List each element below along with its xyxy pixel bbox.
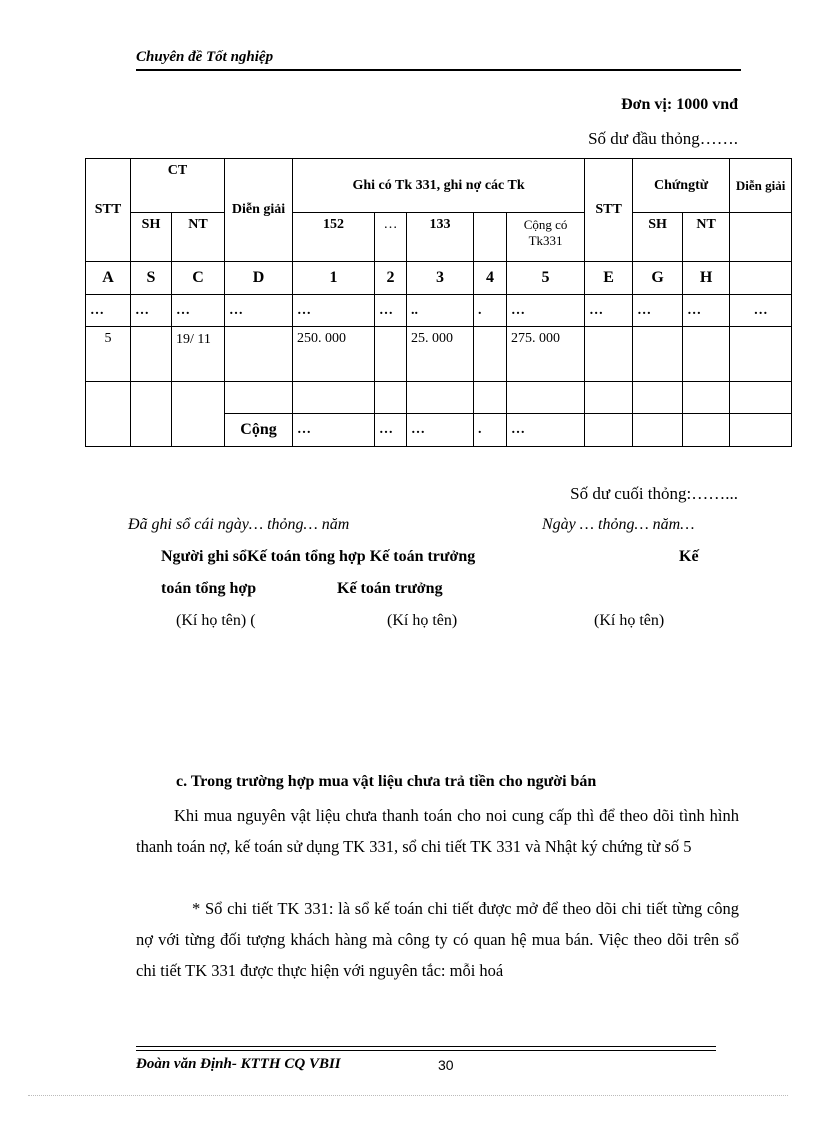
blank-row [86,382,792,414]
dots-cell: … [633,295,683,327]
roles-line-1-right: Kế [679,548,699,565]
col-cong-co: Cộng có Tk331 [507,213,585,262]
total-c5: … [507,414,585,447]
letter-cell: D [225,262,293,295]
col-ghi-co: Ghi có Tk 331, ghi nợ các Tk [293,159,585,213]
roles-line-1: Người ghi sổKế toán tổng hợp Kế toán trưởng [161,548,476,565]
dots-cell: … [131,295,172,327]
opening-balance: Số dư đầu thỏng……. [588,129,738,148]
letter-cell: G [633,262,683,295]
total-c2: … [375,414,407,447]
sign-hint-2: (Kí họ tên) [387,612,458,629]
col-blank2 [730,213,792,262]
dots-row [86,295,792,327]
ledger-table [85,158,792,447]
sign-hint-3: (Kí họ tên) [594,612,665,629]
dots-cell: … [172,295,225,327]
footer-author: Đoàn văn Định- KTTH CQ VBII [136,1056,341,1072]
roles-line-2b: Kế toán trưởng [337,580,443,597]
unit-label: Đơn vị: 1000 vnđ [621,96,738,113]
col-133: 133 [407,213,474,262]
dots-cell: .. [407,295,474,327]
dots-cell: … [86,295,131,327]
roles-line-2a: toán tổng hợp [161,580,257,597]
col-blank [474,213,507,262]
header-rule [136,69,741,71]
col-152: 152 [293,213,375,262]
total-c1: … [293,414,375,447]
col-dots: … [375,213,407,262]
letter-cell: 2 [375,262,407,295]
col-nt2: NT [683,213,730,262]
col-dien-giai: Diễn giải [225,159,293,262]
section-heading: c. Trong trường hợp mua vật liệu chưa trả tiền cho người bán [176,773,597,790]
row-total: 275. 000 [507,327,585,382]
page-edge-divider [28,1095,788,1096]
col-ct: CT [131,159,225,213]
letter-cell: 3 [407,262,474,295]
letter-cell: S [131,262,172,295]
dots-cell: … [225,295,293,327]
letter-cell: H [683,262,730,295]
closing-balance: Số dư cuối thỏng:……... [570,484,738,503]
letter-cell: 1 [293,262,375,295]
col-sh: SH [131,213,172,262]
letter-cell: E [585,262,633,295]
col-chung-tu: Chứngtừ [633,159,730,213]
row-152: 250. 000 [293,327,375,382]
paragraph-1: Khi mua nguyên vật liệu chưa thanh toán cho noi cung cấp thì để theo dõi tình hình thanh toán nợ, kế toán sử dụng TK 331, sổ chi tiết TK 331 và Nhật ký chứng từ số 5 [136,806,739,856]
header-title: Chuyên đề Tốt nghiệp [136,49,274,65]
col-dien-giai2: Diễn giải [730,159,792,213]
letter-cell: 4 [474,262,507,295]
page-number: 30 [438,1057,454,1073]
row-133: 25. 000 [407,327,474,382]
col-stt2: STT [585,159,633,262]
letter-cell: C [172,262,225,295]
dots-cell: … [375,295,407,327]
letter-cell: A [86,262,131,295]
right-date-line: Ngày … thỏng… năm… [542,516,695,533]
total-c3: … [407,414,474,447]
dots-cell: … [507,295,585,327]
dots-cell: … [730,295,792,327]
col-sh2: SH [633,213,683,262]
col-nt: NT [172,213,225,262]
data-row-5 [86,327,792,382]
footer-rule [136,1050,716,1051]
sign-hint-1: (Kí họ tên) ( [176,612,256,629]
dots-cell: … [293,295,375,327]
dots-cell: … [585,295,633,327]
col-stt: STT [86,159,131,262]
dots-cell: … [683,295,730,327]
row-nt: 19/ 11 [172,327,225,382]
dots-cell: . [474,295,507,327]
left-date-line: Đã ghi sổ cái ngày… thỏng… năm [128,516,350,533]
letters-row [86,262,792,295]
total-label: Cộng [225,414,293,447]
total-c4: . [474,414,507,447]
letter-cell: 5 [507,262,585,295]
footer-rule [136,1046,716,1047]
row-stt: 5 [86,327,131,382]
paragraph-2: * Sổ chi tiết TK 331: là sổ kế toán chi tiết được mở để theo dõi chi tiết từng công nợ với từng đối tượng khách hàng mà công ty có quan hệ mua bán. Việc theo dõi trên sổ chi tiết TK 331 được thực hiện với nguyên tắc: mỗi hoá [136,899,739,980]
